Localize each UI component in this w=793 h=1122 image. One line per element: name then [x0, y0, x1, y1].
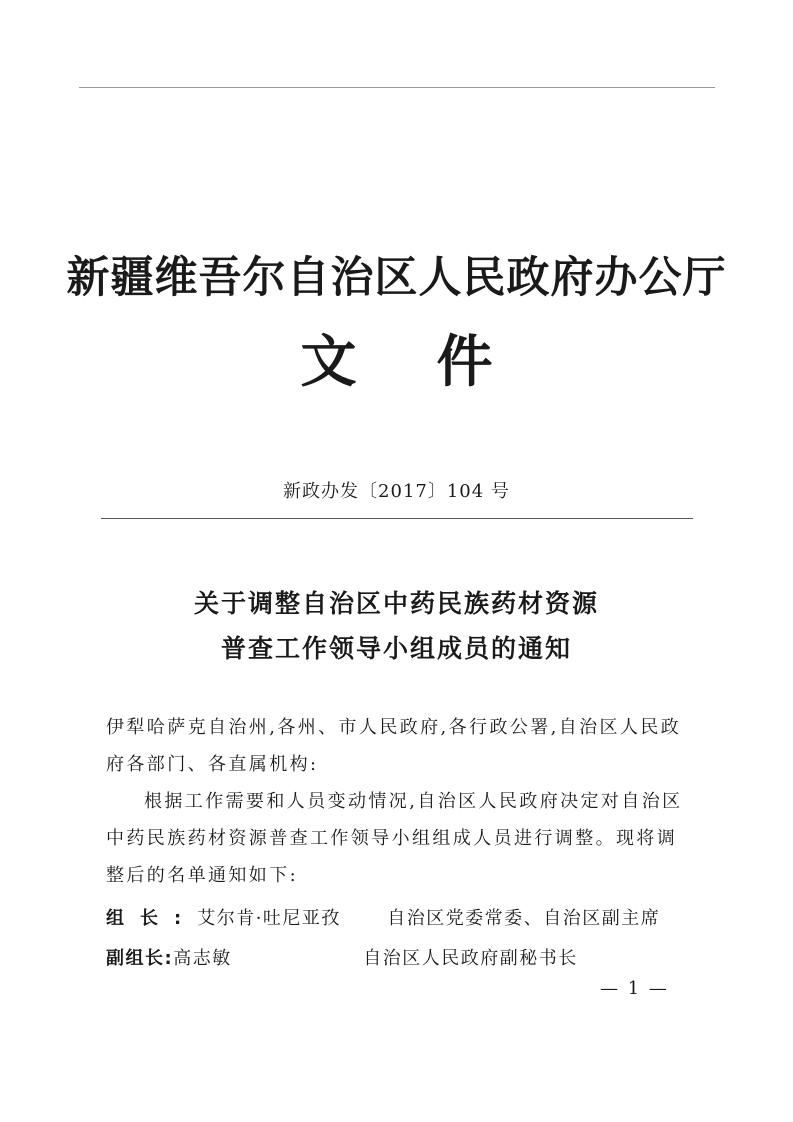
addressees: 伊犁哈萨克自治州,各州、市人民政府,各行政公署,自治区人民政府各部门、各直属机构:: [106, 717, 682, 775]
member-role: 副组长:: [106, 948, 174, 969]
member-role: 组长:: [106, 908, 198, 929]
member-name: 艾尔肯·吐尼亚孜: [197, 908, 341, 929]
document-type: [0, 328, 793, 398]
body-paragraph-text: 根据工作需要和人员变动情况,自治区人民政府决定对自治区中药民族药材资源普查工作领导小组组成人员进行调整。现将调整后的名单通知如下:: [106, 791, 683, 886]
body-paragraph: [106, 783, 694, 894]
header-divider: [101, 518, 693, 519]
page-number: — 1 —: [600, 978, 669, 999]
document-type-char-1: 文: [300, 330, 357, 395]
notice-title-line-2: 普查工作领导小组成员的通知: [220, 634, 572, 663]
member-row-deputy: [106, 940, 706, 977]
member-name: 高志敏: [173, 948, 232, 969]
notice-title-line-1: 关于调整自治区中药民族药材资源: [193, 589, 599, 618]
member-title: 自治区党委常委、自治区副主席: [387, 908, 661, 929]
document-number: 新政办发〔2017〕104 号: [283, 481, 510, 502]
issuer-name: 新疆维吾尔自治区人民政府办公厅: [66, 253, 727, 303]
document-type-char-2: 件: [436, 330, 493, 395]
member-title: 自治区人民政府副秘书长: [363, 948, 578, 969]
top-divider: [79, 87, 715, 88]
member-row-leader: [106, 900, 706, 937]
